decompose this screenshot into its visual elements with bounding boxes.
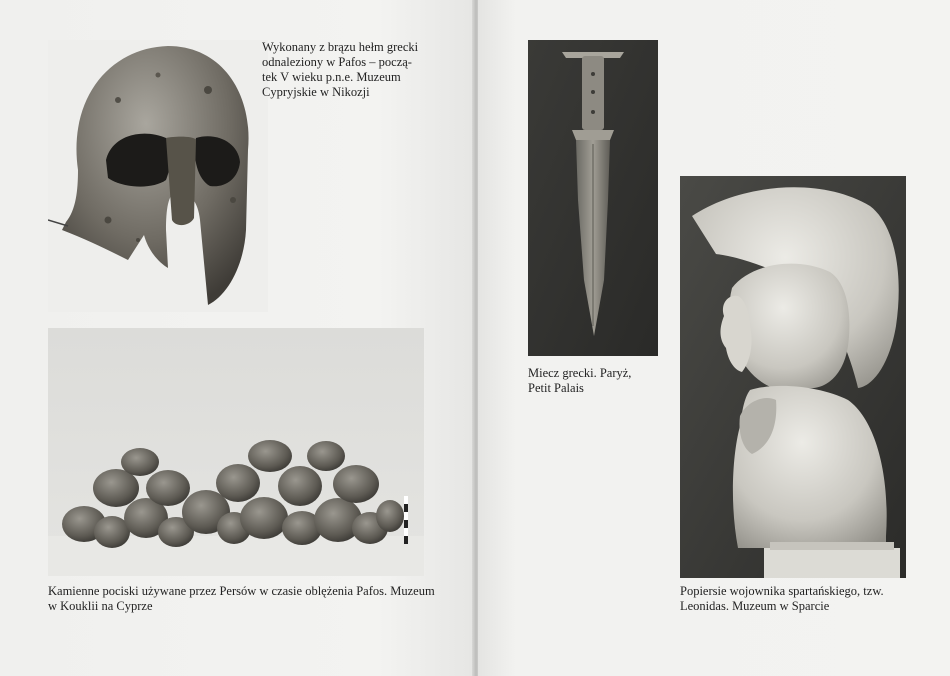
bust-photo <box>680 176 906 578</box>
bust-caption-line: Leonidas. Muzeum w Sparcie <box>680 599 830 613</box>
sword-caption-line: Petit Palais <box>528 381 584 395</box>
stones-caption <box>48 584 448 614</box>
sword-caption-line: Miecz grecki. Paryż, <box>528 366 632 380</box>
bust-caption <box>680 584 930 614</box>
bust-caption-line: Popiersie wojownika spartańskiego, tzw. <box>680 584 884 598</box>
helmet-caption-line: odnaleziony w Pafos – począ- <box>262 55 412 69</box>
stones-caption-line: Kamienne pociski używane przez Persów w czasie oblężenia Pafos. Muzeum <box>48 584 435 598</box>
stones-photo <box>48 328 424 576</box>
helmet-caption-line: Wykonany z brązu hełm grecki <box>262 40 419 54</box>
stones-caption-line: w Kouklii na Cyprze <box>48 599 153 613</box>
helmet-caption <box>262 40 437 100</box>
left-page <box>0 0 474 676</box>
helmet-caption-line: tek V wieku p.n.e. Muzeum <box>262 70 401 84</box>
sword-photo <box>528 40 658 356</box>
sword-caption <box>528 366 688 396</box>
helmet-caption-line: Cypryjskie w Nikozji <box>262 85 370 99</box>
helmet-photo <box>48 40 268 312</box>
right-page <box>478 0 950 676</box>
